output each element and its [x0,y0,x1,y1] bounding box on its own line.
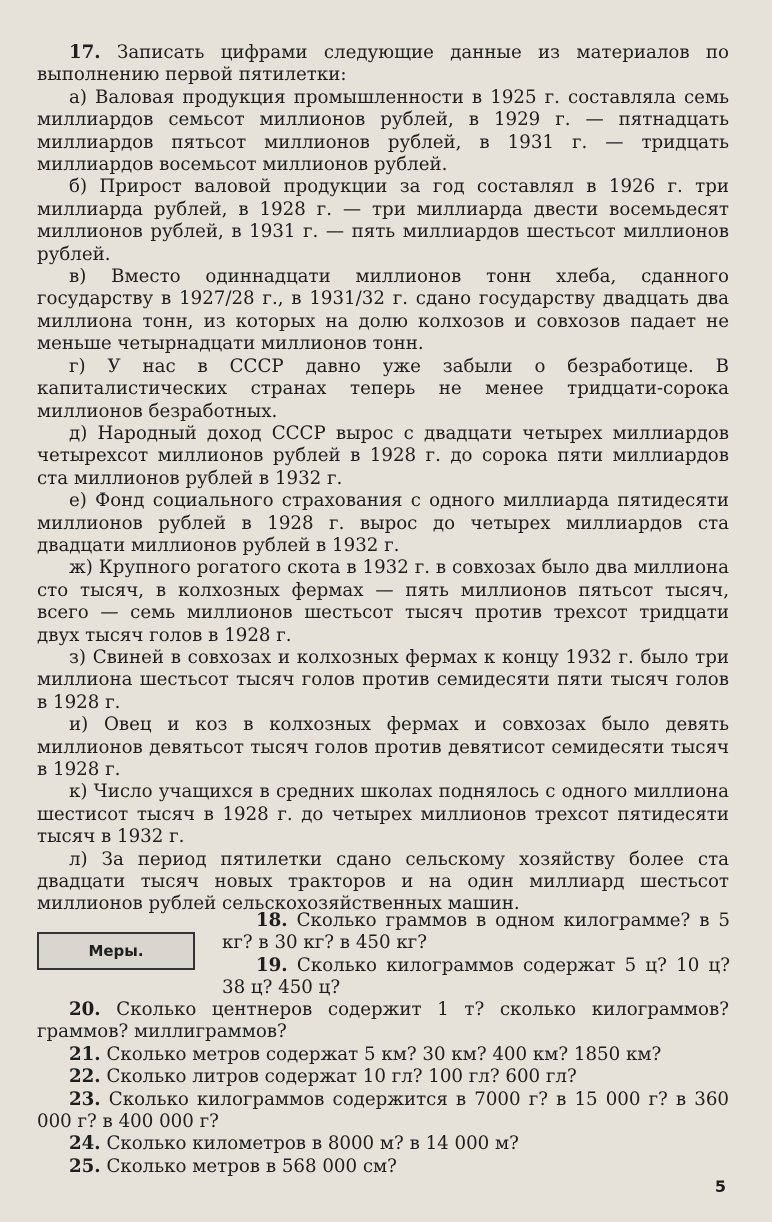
problem-19 [222,955,730,1000]
problem-number: 20. [69,999,101,1020]
problem-text: Сколько килограммов содержат 5 ц? 10 ц? 38 ц? 450 ц? [222,954,730,999]
problem-number: 17. [69,42,101,63]
problem-text: Сколько килограммов содержится в 7000 г? в 15 000 г? в 360 000 г? в 400 000 г? [37,1088,729,1133]
item-k: к) Число учащихся в средних школах поднялось с одного миллиона шестисот тысяч в 1928 г. до четырех миллионов трехсот пятидесяти тысяч в 1932 г. [37,781,729,848]
problem-number: 25. [69,1155,101,1177]
problem-24 [37,1133,729,1155]
item-i: и) Овец и коз в колхозных фермах и совхозах было девять миллионов девятьсот тысяч голов против девятисот семидесяти тысяч в 1928 г. [37,714,729,780]
item-b: б) Прирост валовой продукции за год составлял в 1926 г. три миллиарда рублей, в 1928 г. — три миллиарда двести восемьдесят миллионов рублей, в 1931 г. — пять миллиардов шестьсот миллионов рублей. [37,176,729,265]
problem-20 [37,999,729,1044]
item-zh: ж) Крупного рогатого скота в 1932 г. в совхозах было два миллиона сто тысяч, в колхозных фермах — пять миллионов пятьсот тысяч, всего — семь миллионов шестьсот тысяч против трехсот тридцати двух тысяч голов в 1928 г. [37,557,729,646]
problem-text: Сколько граммов в одном килограмме? в 5 кг? в 30 кг? в 450 кг? [222,910,730,954]
problem-text: Сколько центнеров содержит 1 т? сколько килограммов? граммов? миллиграммов? [37,999,729,1043]
problem-number: 18. [256,910,288,931]
problem-text: Записать цифрами следующие данные из материалов по выполнению первой пятилетки: [37,42,729,86]
problem-23 [37,1089,729,1134]
problem-21 [37,1044,729,1066]
problem-text: Сколько километров в 8000 м? в 14 000 м? [106,1133,519,1155]
section-label-measures: Меры. [37,932,195,970]
item-d: д) Народный доход СССР вырос с двадцати четырех миллиардов четырехсот миллионов рублей в 1928 г. до сорока пяти миллиардов ста миллионов рублей в 1932 г. [37,422,729,489]
item-z: з) Свиней в совхозах и колхозных фермах к концу 1932 г. было три миллиона шестьсот тысяч голов против семидесяти пяти тысяч голов в 1928 г. [37,646,729,713]
problem-number: 21. [69,1043,101,1065]
item-v: в) Вместо одиннадцати миллионов тонн хлеба, сданного государству в 1927/28 г., в 1931/32 г. сдано государству двадцать два миллиона тонн, из которых на долю колхозов и совхозов падает не меньше четырнадцати миллионов тонн. [37,266,729,355]
problem-number: 24. [69,1133,101,1155]
problem-17 [37,42,729,916]
problem-number: 23. [69,1088,101,1110]
problem-18 [222,910,730,955]
item-g: г) У нас в СССР давно уже забыли о безработице. В капиталистических странах теперь не менее тридцати-сорока миллионов безработных. [37,355,729,422]
problems-18-19 [222,910,730,1000]
item-e: е) Фонд социального страхования с одного миллиарда пятидесяти миллионов рублей в 1928 г. вырос до четырех миллиардов ста двадцати миллионов рублей в 1932 г. [37,490,729,556]
item-l: л) За период пятилетки сдано сельскому хозяйству более ста двадцати тысяч новых тракторов и на один миллиард шестьсот миллионов рублей сельскохозяйственных машин. [37,848,729,915]
item-a: а) Валовая продукция промышленности в 1925 г. составляла семь миллиардов семьсот миллионов рублей, в 1929 г. — пятнадцать миллиардов пятьсот миллионов рублей, в 1931 г. — тридцать миллиардов восемьсот миллионов рублей. [37,86,729,176]
problem-number: 19. [256,954,288,976]
problem-17-intro [37,42,729,87]
problem-text: Сколько метров содержат 5 км? 30 км? 400 км? 1850 км? [106,1043,662,1065]
problem-22 [37,1066,729,1088]
problem-number: 22. [69,1066,101,1088]
problem-25 [37,1156,729,1178]
problem-text: Сколько метров в 568 000 см? [106,1155,397,1177]
problems-20-25 [37,999,729,1178]
page-number: 5 [714,1177,726,1196]
problem-text: Сколько литров содержат 10 гл? 100 гл? 600 гл? [106,1066,577,1088]
